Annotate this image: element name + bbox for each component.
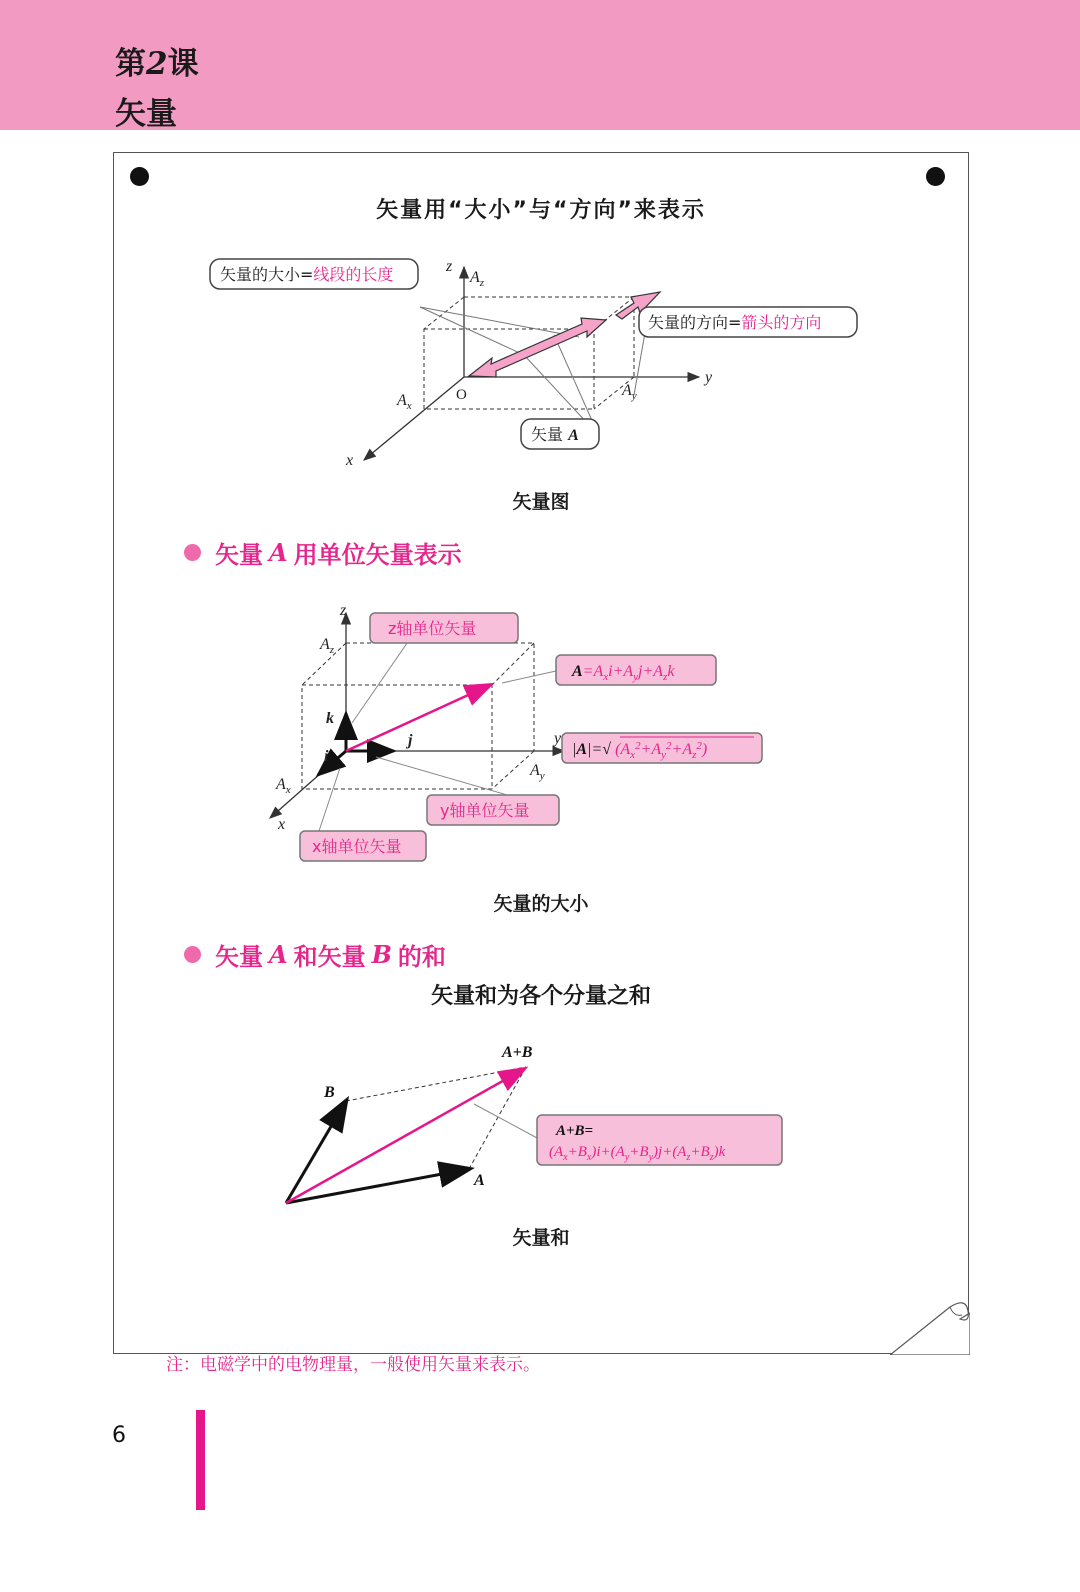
svg-text:A+B=: A+B=: [556, 1123, 594, 1139]
callout-direction: [639, 307, 857, 337]
bullet-dot: [184, 544, 201, 561]
callout-formula-magnitude: [562, 733, 762, 763]
label-az: $A_z$: [320, 636, 335, 656]
lesson-number: [115, 38, 199, 83]
lesson-suffix: 课: [167, 46, 199, 82]
svg-text:y轴单位矢量: y轴单位矢量: [440, 801, 530, 820]
page-accent-bar: [196, 1410, 205, 1510]
figure2-caption: 矢量的大小: [493, 893, 589, 915]
label-b: B: [324, 1084, 335, 1101]
label-az: $A_z$: [470, 269, 485, 289]
figure3-heading: 矢量和为各个分量之和: [430, 984, 651, 1009]
svg-text:z轴单位矢量: z轴单位矢量: [388, 619, 477, 638]
svg-text:A=Axi+Ayj+Azk: $A=A_xi+A_yj+A_zk$: [572, 663, 675, 683]
callout-magnitude: [210, 259, 418, 289]
svg-text:(Ax+Bx)i+(Ay+By)j+(Az+Bz)k: $(A_x+B_x)i+(A_y+B_y)j+(A_z+B_z)k$: [549, 1144, 726, 1163]
section2-heading: 矢量 A 和矢量 B 的和: [184, 937, 446, 972]
label-a: A: [474, 1172, 485, 1189]
label-ax: $A_x$: [276, 776, 291, 796]
origin-label: O: [456, 387, 467, 403]
section1-heading: 矢量 A 用单位矢量表示: [184, 535, 462, 570]
bullet-dot: [184, 946, 201, 963]
binder-hole-right: [926, 167, 945, 186]
lesson-prefix: 第: [115, 46, 146, 82]
vector-diagram: [194, 245, 894, 485]
axis-z-label: z: [340, 602, 347, 619]
figure3-caption: 矢量和: [512, 1227, 570, 1249]
page-header-band: [0, 0, 1080, 130]
label-sum: A+B: [502, 1044, 533, 1061]
unit-i-label: i: [324, 748, 329, 765]
vector-b-arrow: [286, 1101, 346, 1203]
figure1-heading: 矢量用“大小”与“方向”来表示: [376, 198, 706, 223]
unit-j-label: j: [408, 732, 413, 749]
svg-text:矢量的方向=箭头的方向: 矢量的方向=箭头的方向: [648, 313, 822, 332]
vector-sum-diagram: [274, 1039, 794, 1219]
unit-vector-diagram: [254, 593, 814, 883]
vector-a-line: [346, 685, 490, 751]
axis-y-label: y: [705, 369, 713, 386]
svg-text:x轴单位矢量: x轴单位矢量: [312, 837, 402, 856]
vector-a-arrow: [286, 1169, 469, 1203]
label-ay: $A_y$: [622, 382, 637, 402]
unit-k-label: k: [326, 710, 334, 727]
page-curl-decoration: [890, 1293, 970, 1355]
vector-a-arrow: [469, 318, 606, 377]
content-panel: [113, 152, 969, 1354]
svg-text:矢量的大小=线段的长度: 矢量的大小=线段的长度: [220, 265, 394, 284]
callout-y-unit: [427, 795, 559, 825]
label-ax: $A_x$: [397, 392, 412, 412]
svg-text:|A|=√ (Ax2+Ay2+Az2): |A|=√ $(A_x^2+A_y^2+A_z^2)$: [572, 740, 708, 761]
binder-hole-left: [130, 167, 149, 186]
callout-formula-vector: [556, 655, 716, 685]
axis-x-label: x: [278, 816, 286, 833]
callout-x-unit: [300, 831, 426, 861]
lesson-number-value: 2: [146, 46, 168, 82]
axis-z-label: z: [446, 258, 453, 275]
lesson-title: 矢量: [115, 96, 177, 132]
page-number: 6: [112, 1423, 126, 1448]
svg-text:矢量 A: 矢量 A: [531, 425, 579, 444]
label-ay: $A_y$: [530, 762, 545, 782]
axis-y-label: y: [554, 730, 562, 747]
axis-x-label: x: [346, 452, 354, 469]
callout-z-unit: [370, 613, 518, 643]
vector-sum-arrow: [286, 1069, 524, 1203]
footnote: 注：电磁学中的电物理量，一般使用矢量来表示。: [166, 1355, 540, 1375]
figure1-caption: 矢量图: [512, 491, 570, 513]
callout-sum-formula: [537, 1115, 782, 1165]
callout-vector-a: [521, 419, 599, 449]
